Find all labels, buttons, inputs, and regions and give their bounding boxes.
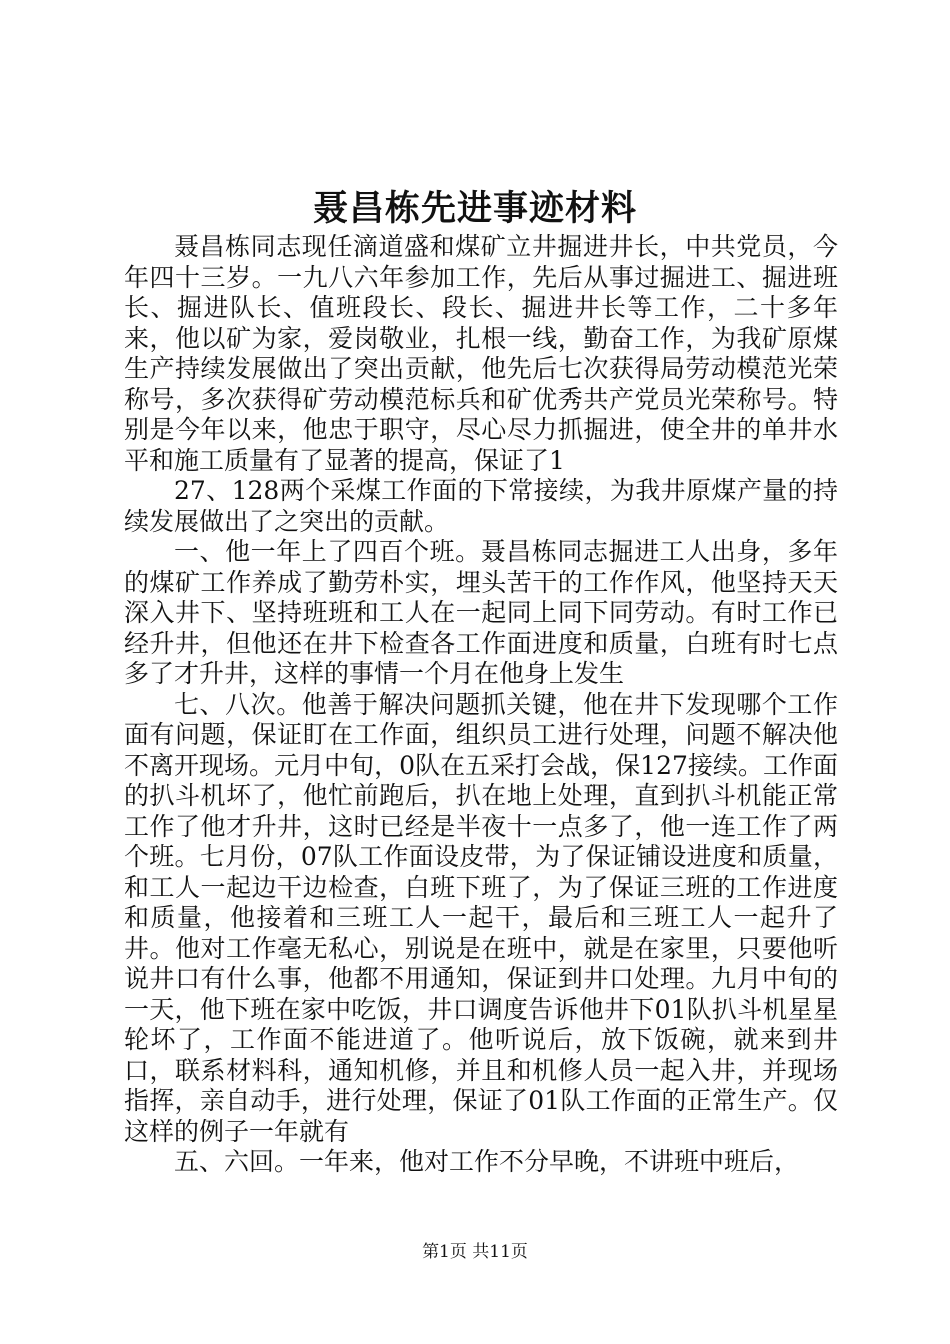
- document-title: 聂昌栋先进事迹材料: [312, 188, 637, 229]
- paragraph-2: 27、128两个采煤工作面的下常接续，为我井原煤产量的持续发展做出了之突出的贡献。: [124, 476, 838, 536]
- paragraph-4: 七、八次。他善于解决问题抓关键，他在井下发现哪个工作面有问题，保证盯在工作面，组织员工进行处理，问题不解决他不离开现场。元月中旬，0队在五采打会战，保127接续。工作面的扒斗机坏了，他忙前跑后，扒在地上处理，直到扒斗机能正常工作了他才升井，这时已经是半夜十一点多了，他一连工作了两个班。七月份，07队工作面设皮带，为了保证铺设进度和质量，和工人一起边干边检查，白班下班了，为了保证三班的工作进度和质量，他接着和三班工人一起干，最后和三班工人一起升了井。他对工作毫无私心，别说是在班中，就是在家里，只要他听说井口有什么事，他都不用通知，保证到井口处理。九月中旬的一天，他下班在家中吃饭，井口调度告诉他井下01队扒斗机星星轮坏了，工作面不能进道了。他听说后，放下饭碗，就来到井口，联系材料科，通知机修，并且和机修人员一起入井，并现场指挥，亲自动手，进行处理，保证了01队工作面的正常生产。仅这样的例子一年就有: [124, 689, 838, 1146]
- paragraph-5: 五、六回。一年来，他对工作不分早晚，不讲班中班后，: [174, 1147, 800, 1176]
- paragraph-3: 一、他一年上了四百个班。聂昌栋同志掘进工人出身，多年的煤矿工作养成了勤劳朴实，埋头苦干的工作作风，他坚持天天深入井下、坚持班班和工人在一起同上同下同劳动。有时工作已经升井，但他还在井下检查各工作面进度和质量，白班有时七点多了才升井，这样的事情一个月在他身上发生: [124, 537, 838, 688]
- page-number-footer: 第1页 共11页: [422, 1242, 528, 1262]
- paragraph-1: 聂昌栋同志现任滴道盛和煤矿立井掘进井长，中共党员，今年四十三岁。一九八六年参加工作，先后从事过掘进工、掘进班长、掘进队长、值班段长、段长、掘进井长等工作，二十多年来，他以矿为家，爱岗敬业，扎根一线，勤奋工作，为我矿原煤生产持续发展做出了突出贡献，他先后七次获得局劳动模范光荣称号，多次获得矿劳动模范标兵和矿优秀共产党员光荣称号。特别是今年以来，他忠于职守，尽心尽力抓掘进，使全井的单井水平和施工质量有了显著的提高，保证了1: [124, 232, 838, 475]
- document-body: [124, 232, 838, 1178]
